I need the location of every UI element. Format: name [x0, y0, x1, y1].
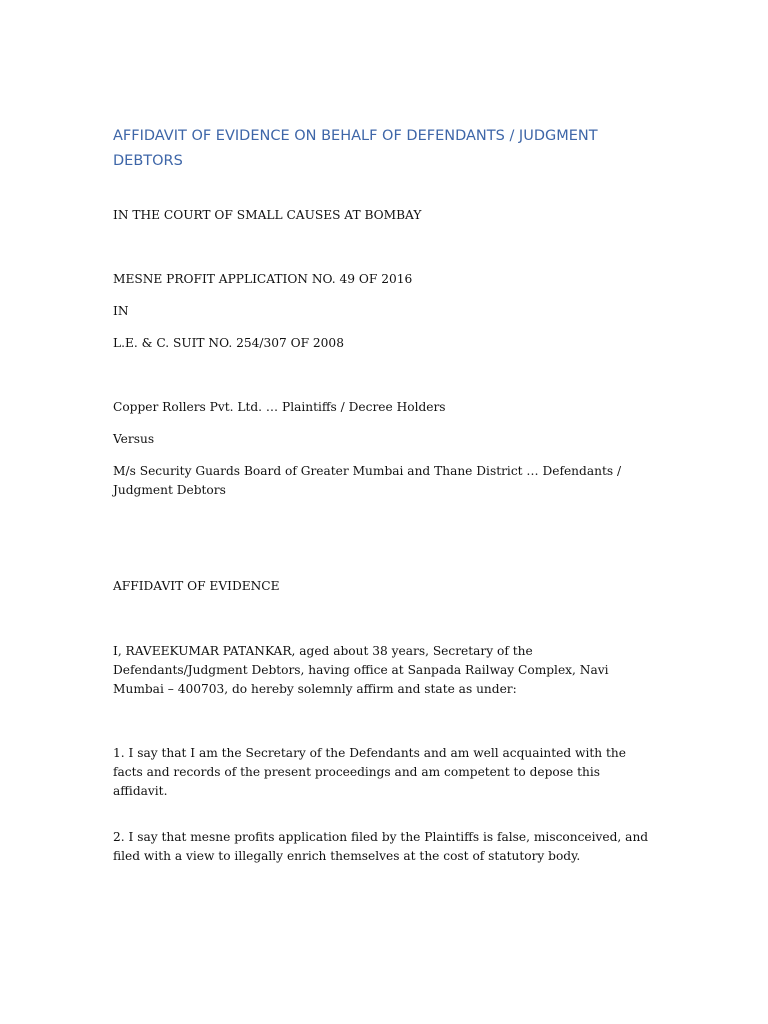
intro-paragraph: I, RAVEEKUMAR PATANKAR, aged about 38 years, Secretary of the Defendants/Judgment Debtors, having office at Sanpada Railway Complex, Navi Mumbai – 400703, do hereby solemnly affirm and state as under: — [113, 644, 609, 696]
paragraph-2: 2. I say that mesne profits application filed by the Plaintiffs is false, misconceived, and filed with a view to illegally enrich themselves at the cost of statutory body. — [113, 830, 649, 863]
affidavit-title: AFFIDAVIT OF EVIDENCE — [113, 579, 280, 593]
paragraph-1: 1. I say that I am the Secretary of the Defendants and am well acquainted with the facts and records of the present proceedings and am competent to depose this affidavit. — [113, 746, 626, 798]
plaintiff-line: Copper Rollers Pvt. Ltd. … Plaintiffs / Decree Holders — [113, 400, 446, 414]
document-heading: AFFIDAVIT OF EVIDENCE ON BEHALF OF DEFENDANTS / JUDGMENT DEBTORS — [113, 128, 598, 169]
versus-line: Versus — [113, 432, 155, 446]
application-number: MESNE PROFIT APPLICATION NO. 49 OF 2016 — [113, 272, 413, 286]
court-name: IN THE COURT OF SMALL CAUSES AT BOMBAY — [113, 208, 422, 222]
defendant-line: M/s Security Guards Board of Greater Mumbai and Thane District … Defendants / Judgment Debtors — [113, 464, 622, 497]
suit-number: L.E. & C. SUIT NO. 254/307 OF 2008 — [113, 336, 344, 350]
in-connector: IN — [113, 304, 129, 318]
